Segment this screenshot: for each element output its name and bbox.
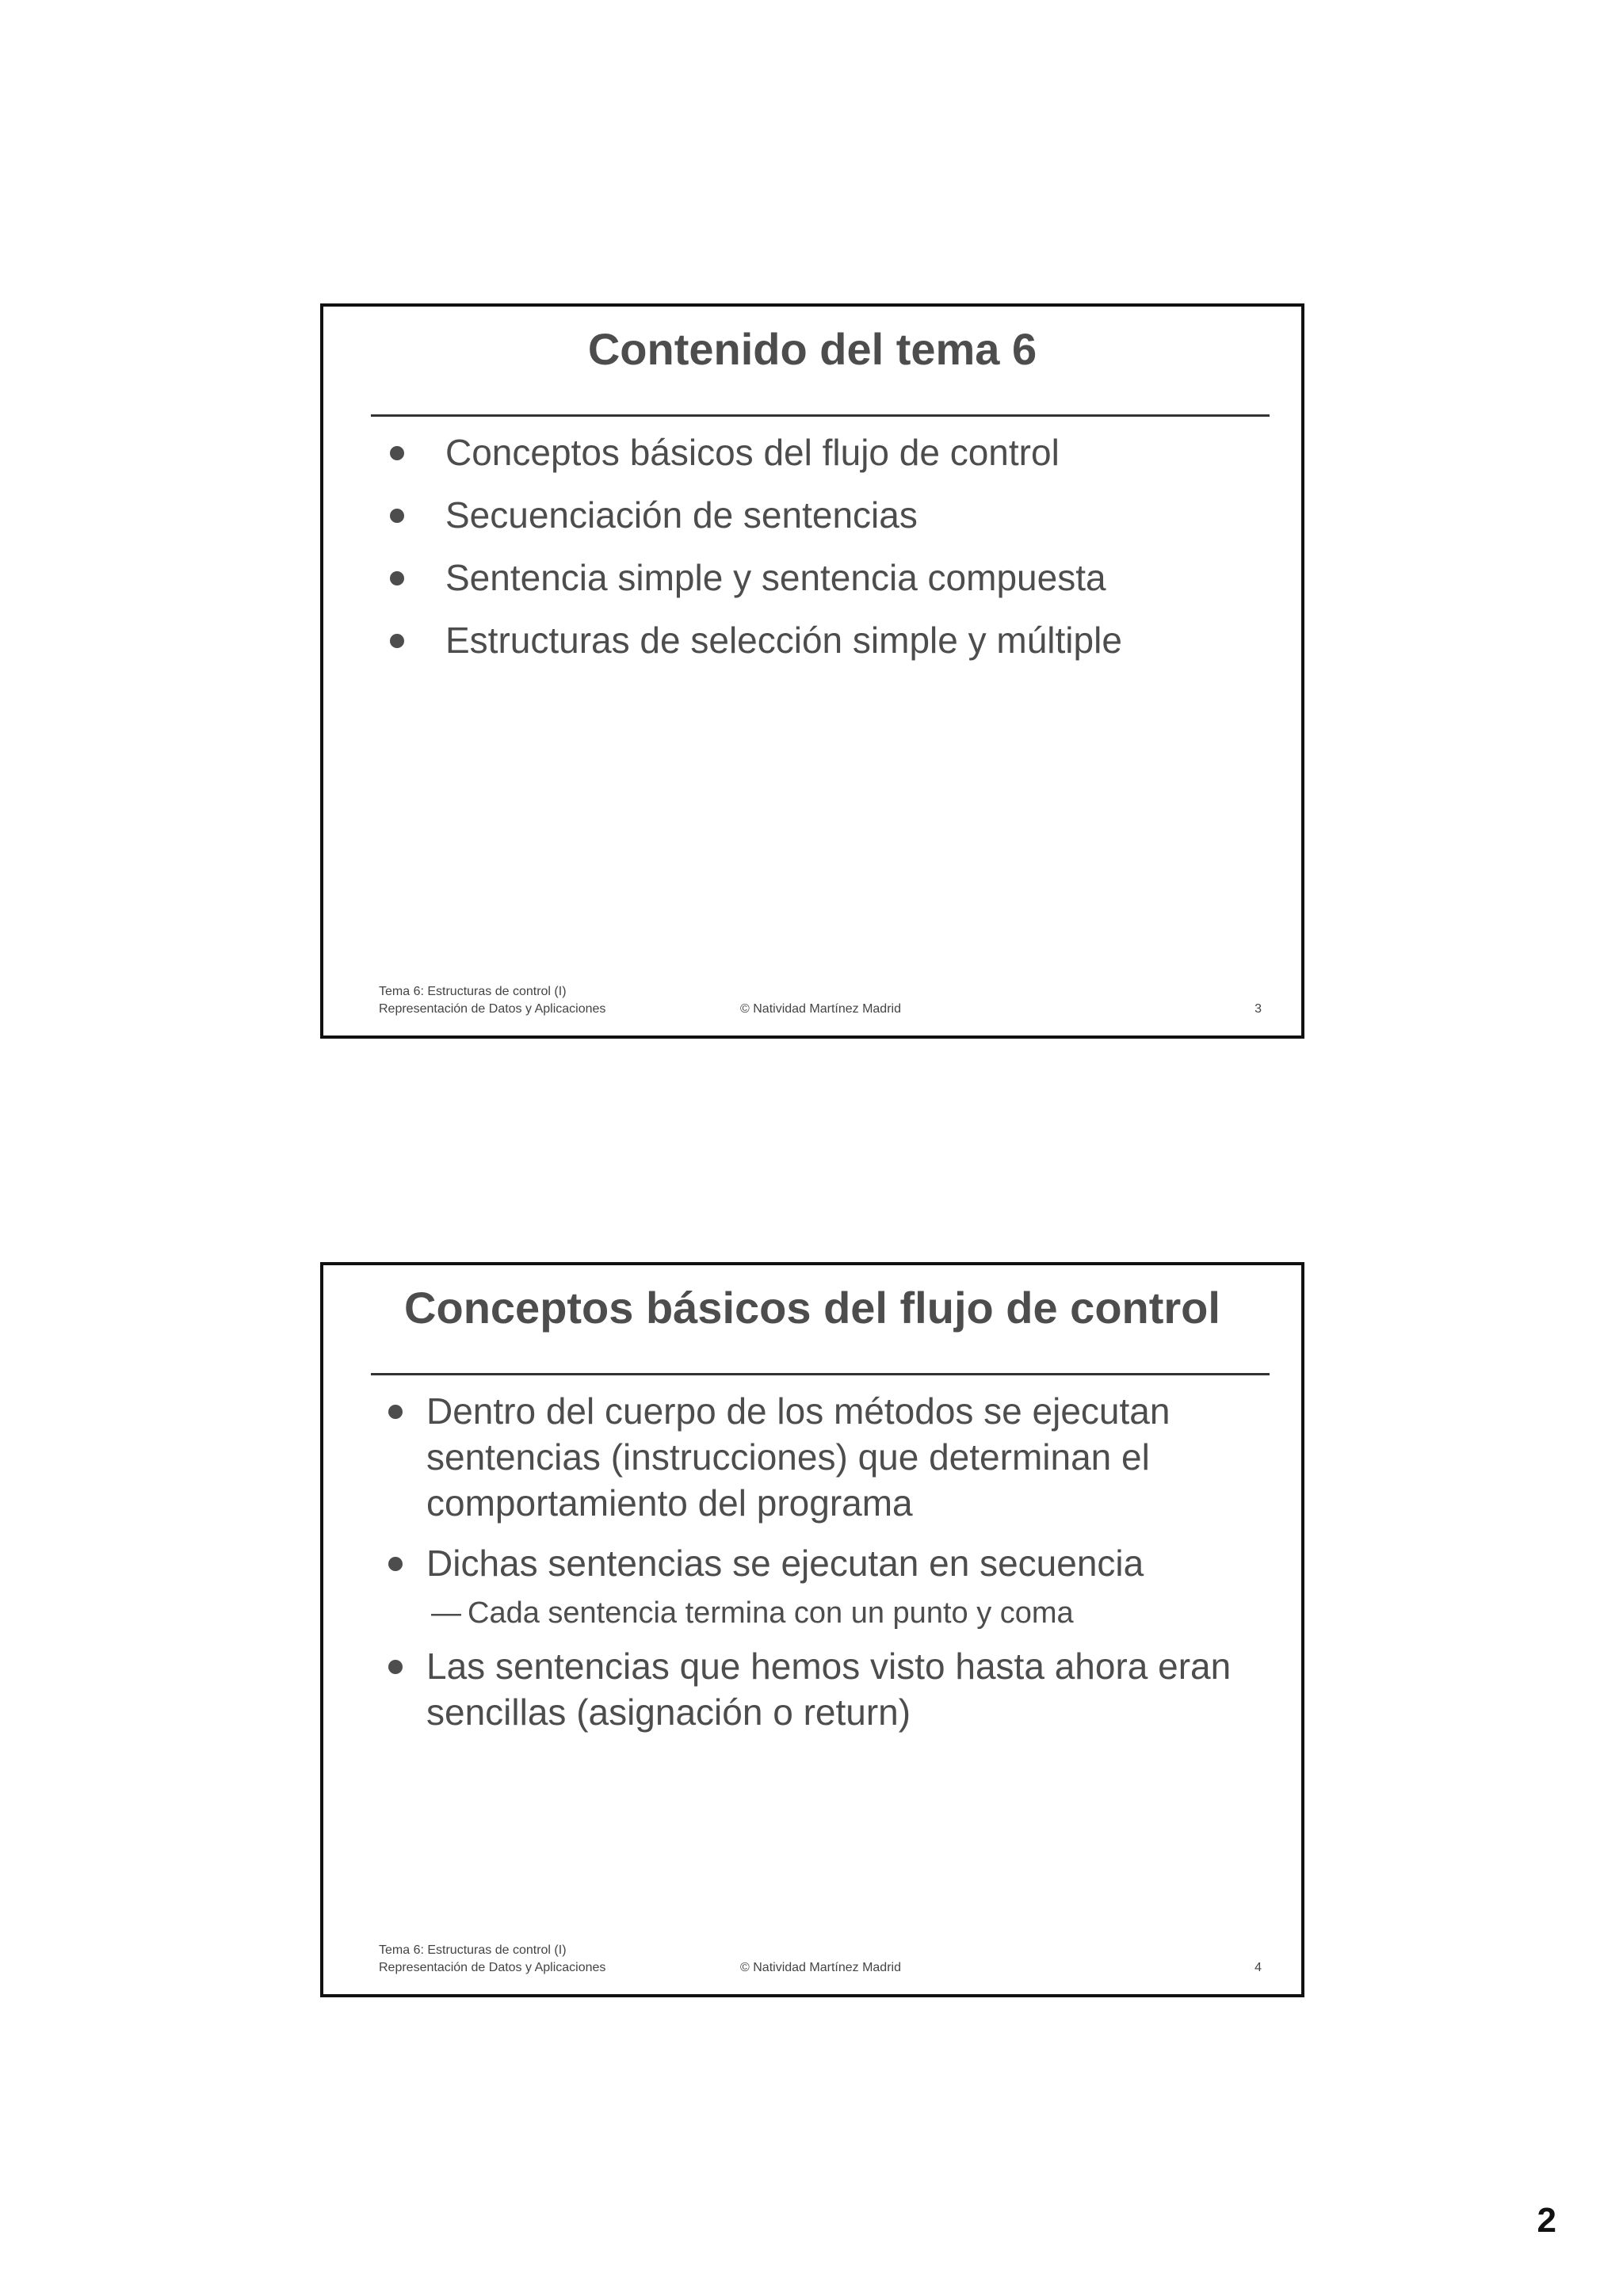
footer-course xyxy=(379,983,605,1018)
footer-copyright: © Natividad Martínez Madrid xyxy=(740,1961,901,1974)
slide-3 xyxy=(320,303,1304,1039)
bullet-icon xyxy=(388,1405,403,1419)
footer-course xyxy=(379,1942,605,1977)
footer-subject: Representación de Datos y Aplicaciones xyxy=(379,1961,606,1974)
footer-topic: Tema 6: Estructuras de control (I) xyxy=(379,985,567,998)
bullet-icon xyxy=(390,634,404,648)
bullet-text: Sentencia simple y sentencia compuesta xyxy=(445,557,1106,598)
bullet-text: Conceptos básicos del flujo de control xyxy=(445,432,1060,473)
bullet-text: Estructuras de selección simple y múltiple xyxy=(445,620,1122,661)
bullet-icon xyxy=(390,509,404,523)
bullet-text: Secuenciación de sentencias xyxy=(445,494,918,536)
bullet-text: Dentro del cuerpo de los métodos se ejecutan sentencias (instrucciones) que determinan el comportamiento del programa xyxy=(426,1390,1170,1524)
slide-footer xyxy=(379,983,1262,1018)
bullet-icon xyxy=(388,1660,403,1674)
list-item xyxy=(379,555,1270,601)
footer-topic: Tema 6: Estructuras de control (I) xyxy=(379,1943,567,1957)
slide-footer xyxy=(379,1942,1262,1977)
footer-copyright: © Natividad Martínez Madrid xyxy=(740,1002,901,1016)
sub-list-item xyxy=(379,1594,1270,1632)
slide-title: Contenido del tema 6 xyxy=(587,324,1037,374)
list-item xyxy=(379,429,1270,475)
sub-bullet-text: Cada sentencia termina con un punto y coma xyxy=(468,1596,1074,1630)
list-item xyxy=(379,617,1270,663)
bullet-text: Dichas sentencias se ejecutan en secuencia xyxy=(426,1543,1144,1584)
bullet-list xyxy=(379,429,1270,680)
title-divider xyxy=(371,1373,1270,1375)
slide-number: 4 xyxy=(1254,1961,1262,1974)
list-item xyxy=(379,492,1270,538)
list-item xyxy=(379,1540,1270,1586)
bullet-icon xyxy=(390,446,404,460)
page-number: 2 xyxy=(1537,2201,1556,2240)
list-item xyxy=(379,1388,1270,1526)
bullet-list xyxy=(379,1388,1270,1749)
title-divider xyxy=(371,414,1270,417)
bullet-text: Las sentencias que hemos visto hasta ahora eran sencillas (asignación o return) xyxy=(426,1646,1232,1733)
bullet-icon xyxy=(390,571,404,585)
slide-4 xyxy=(320,1262,1304,1997)
slide-title: Conceptos básicos del flujo de control xyxy=(404,1283,1220,1333)
list-item xyxy=(379,1643,1270,1735)
bullet-icon xyxy=(388,1557,403,1571)
dash-icon: — xyxy=(431,1596,461,1630)
footer-subject: Representación de Datos y Aplicaciones xyxy=(379,1002,606,1016)
slide-number: 3 xyxy=(1254,1002,1262,1016)
